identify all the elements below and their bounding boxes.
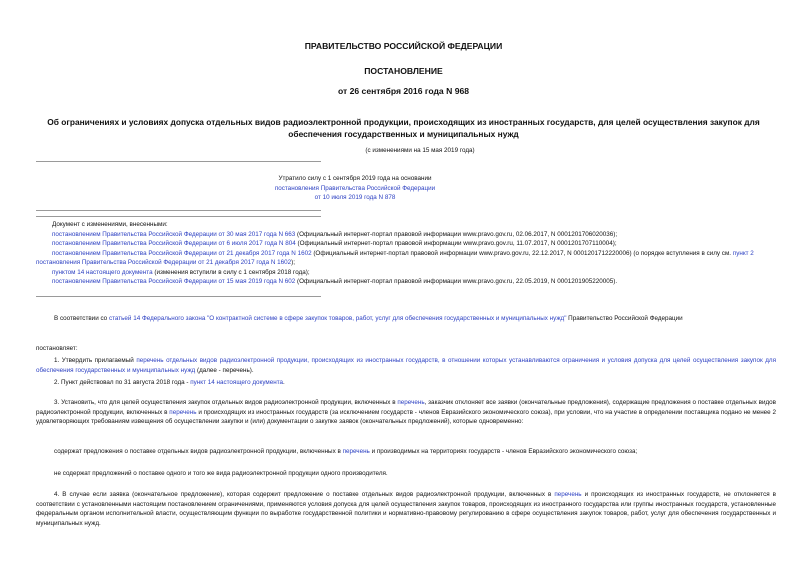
paragraph-3b: не содержат предложений о поставке одного и того же вида радиоэлектронной продукции одного производителя.: [54, 470, 388, 477]
changes-block: [36, 220, 776, 287]
change-link[interactable]: пункт 2 постановления Правительства Российской Федерации от 21 декабря 2017 года N 1602: [36, 249, 754, 266]
change-item: постановлением Правительства Российской Федерации от 15 мая 2019 года N 602 (Официальный интернет-портал правовой информации www.pravo.gov.ru, 22.05.2019, N 0001201905220005).: [52, 278, 618, 285]
paragraph-3a: содержат предложения о поставке отдельных видов радиоэлектронной продукции, включенных в перечень и производимых на территориях государств - членов Евразийского экономического союза;: [54, 448, 638, 455]
list-link[interactable]: перечень: [554, 491, 582, 498]
changes-intro: Документ с изменениями, внесенными:: [52, 221, 168, 228]
paragraph-2: 2. Пункт действовал по 31 августа 2018 года - пункт 14 настоящего документа.: [54, 379, 285, 386]
change-item: пунктом 14 настоящего документа (изменения вступили в силу с 1 сентября 2018 года);: [52, 268, 310, 276]
government-heading: ПРАВИТЕЛЬСТВО РОССИЙСКОЙ ФЕДЕРАЦИИ: [304, 41, 503, 51]
document-date-number: от 26 сентября 2016 года N 968: [337, 86, 470, 96]
expired-text: Утратило силу с 1 сентября 2019 года на основании: [278, 175, 432, 182]
list-link[interactable]: перечень отдельных видов радиоэлектронной продукции, происходящих из иностранных государств, в отношении которых устанавливаются ограничения и условия допуска для целей осуществления закупок для обеспечения государственных и муниципальных нужд: [36, 357, 776, 374]
revision-note: (с изменениями на 15 мая 2019 года): [365, 147, 475, 154]
change-link[interactable]: постановлением Правительства Российской Федерации от 6 июля 2017 года N 804: [52, 240, 296, 247]
change-link[interactable]: постановлением Правительства Российской Федерации от 15 мая 2019 года N 602: [52, 278, 296, 285]
expired-note: [230, 174, 480, 203]
paragraph-1: 1. Утвердить прилагаемый перечень отдельных видов радиоэлектронной продукции, происходящих из иностранных государств, в отношении которых устанавливаются ограничения и условия допуска для целей осуществления закупок для обеспечения государственных и муниципальных нужд (далее - перечень).: [36, 357, 776, 374]
divider-2: [36, 210, 321, 211]
preamble: В соответствии со статьей 14 Федерального закона "О контрактной системе в сфере закупок товаров, работ, услуг для обеспечения государственных и муниципальных нужд" Правительство Российской Федерации: [54, 315, 683, 322]
decides-text: постановляет:: [36, 345, 78, 352]
point-link[interactable]: пункт 14 настоящего документа: [190, 379, 284, 386]
change-link[interactable]: постановлением Правительства Российской Федерации от 21 декабря 2017 года N 1602: [52, 249, 312, 257]
expired-link-2[interactable]: от 10 июля 2019 года N 878: [314, 194, 396, 201]
change-item: постановлением Правительства Российской Федерации от 6 июля 2017 года N 804 (Официальный интернет-портал правовой информации www.pravo.gov.ru, 11.07.2017, N 0001201707110004);: [52, 240, 617, 247]
document-title: Об ограничениях и условиях допуска отдельных видов радиоэлектронной продукции, происходящих из иностранных государств, для целей осуществления закупок для обеспечения государственных и муниципальных нужд: [47, 117, 760, 139]
list-link[interactable]: перечень: [169, 408, 197, 416]
list-link[interactable]: перечень: [342, 448, 370, 455]
change-link[interactable]: пунктом 14 настоящего документа: [52, 268, 153, 276]
expired-link-1[interactable]: постановления Правительства Российской Федерации: [274, 184, 436, 192]
divider-4: [36, 296, 321, 297]
change-link[interactable]: постановлением Правительства Российской Федерации от 30 мая 2017 года N 663: [52, 230, 296, 238]
divider-1: [36, 161, 321, 162]
change-item: постановлением Правительства Российской Федерации от 21 декабря 2017 года N 1602 (Официальный интернет-портал правовой информации www.pravo.gov.ru, 22.12.2017, N 0001201712220006) (о порядке вступления в силу см. пункт 2 постановления Правительства Российской Федерации от 21 декабря 2017 года N 1602);: [36, 249, 754, 266]
change-item: постановлением Правительства Российской Федерации от 30 мая 2017 года N 663 (Официальный интернет-портал правовой информации www.pravo.gov.ru, 02.06.2017, N 0001201706020036);: [52, 230, 618, 238]
paragraph-3: 3. Установить, что для целей осуществления закупок отдельных видов радиоэлектронной продукции, включенных в перечень, заказчик отклоняет все заявки (окончательные предложения), содержащие предложения о поставке отдельных видов радиоэлектронной продукции, включенных в перечень и происходящих из иностранных государств (за исключением государств - членов Евразийского экономического союза), при условии, что на участие в определении поставщика подано не менее 2 удовлетворяющих требованиям извещения об осуществлении закупки и (или) документации о закупке заявок (окончательных предложений), которые одновременно:: [36, 399, 776, 425]
law-link[interactable]: статьей 14 Федерального закона "О контрактной системе в сфере закупок товаров, работ, услуг для обеспечения государственных и муниципальных нужд": [108, 315, 567, 322]
list-link[interactable]: перечень: [397, 399, 425, 406]
paragraph-4: 4. В случае если заявка (окончательное предложение), которая содержит предложение о поставке отдельных видов радиоэлектронной продукции, включенных в перечень и происходящих из иностранных государств, не отклоняется в соответствии с установленными настоящим постановлением ограничениями, применяются условия допуска для целей осуществления закупок товаров, происходящих из иностранного государства или группы иностранных государств, установленные федеральным органом исполнительной власти, осуществляющим функции по выработке государственной политики и нормативно-правовому регулированию в сфере осуществления закупок товаров, работ, услуг для обеспечения государственных и муниципальных нужд.: [36, 491, 776, 527]
divider-3: [36, 216, 321, 217]
document-type: ПОСТАНОВЛЕНИЕ: [364, 66, 443, 76]
